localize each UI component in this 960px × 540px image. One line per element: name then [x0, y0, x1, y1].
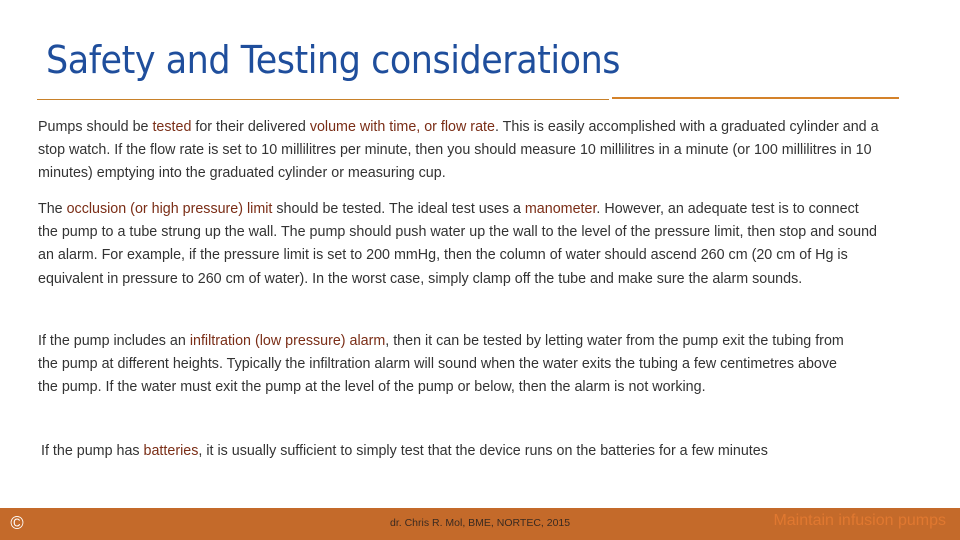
keyword-infiltration-alarm: infiltration (low pressure) alarm [189, 333, 386, 349]
text-run: , then it can be tested by letting water from the pump exit the tubing from the pump at different heights. Typically the infiltration alarm will sound when the water exits the tubing a few centimetres above the pump. If the water must exit the pump at the level of the pump or below, then the alarm is not working. [38, 333, 844, 396]
footer-credit: dr. Chris R. Mol, BME, NORTEC, 2015 [390, 517, 571, 529]
text-run: . However, an adequate test is to connect the pump to a tube strung up the wall. The pump should push water up the wall to the level of the pressure limit, then stop and sound an alarm. For example, if the pressure limit is set to 200 mmHg, then the column of water should ascend 260 cm (20 cm of Hg is equivalent in pressure to 260 cm of water). In the worst case, simply clamp off the tube and make sure the alarm sounds. [38, 201, 877, 287]
text-run: If the pump has [41, 443, 144, 459]
footer-bar [0, 508, 960, 540]
text-run: Pumps should be [38, 119, 153, 135]
text-run: for their delivered [191, 119, 310, 135]
keyword-occlusion-limit: occlusion (or high pressure) limit [66, 201, 273, 217]
paragraph-flow-rate-test [38, 116, 880, 186]
text-run: should be tested. The ideal test uses a [272, 201, 525, 217]
text-run: . This is easily accomplished with a graduated cylinder and a stop watch. If the flow rate is set to 10 millilitres per minute, then you should measure 10 millilitres in a minute (or 100 millilitres in 10 minutes) emptying into the graduated cylinder or measuring cup. [38, 119, 879, 182]
title-underline-right [612, 97, 899, 99]
keyword-tested: tested [152, 119, 192, 135]
keyword-batteries: batteries [143, 443, 199, 459]
keyword-volume-flow-rate: volume with time, or flow rate [309, 119, 495, 135]
paragraph-battery-test [41, 440, 941, 463]
keyword-manometer: manometer [524, 201, 597, 217]
text-run: , it is usually sufficient to simply test that the device runs on the batteries for a few minutes [198, 443, 768, 459]
paragraph-occlusion-test [38, 198, 880, 291]
slide-title: Safety and Testing considerations [46, 38, 621, 82]
paragraph-infiltration-test [38, 330, 858, 400]
text-run: If the pump includes an [38, 333, 190, 349]
copyright-icon: © [10, 513, 24, 533]
title-underline-left [37, 99, 609, 100]
text-run: The [38, 201, 67, 217]
footer-topic: Maintain infusion pumps [773, 512, 946, 529]
